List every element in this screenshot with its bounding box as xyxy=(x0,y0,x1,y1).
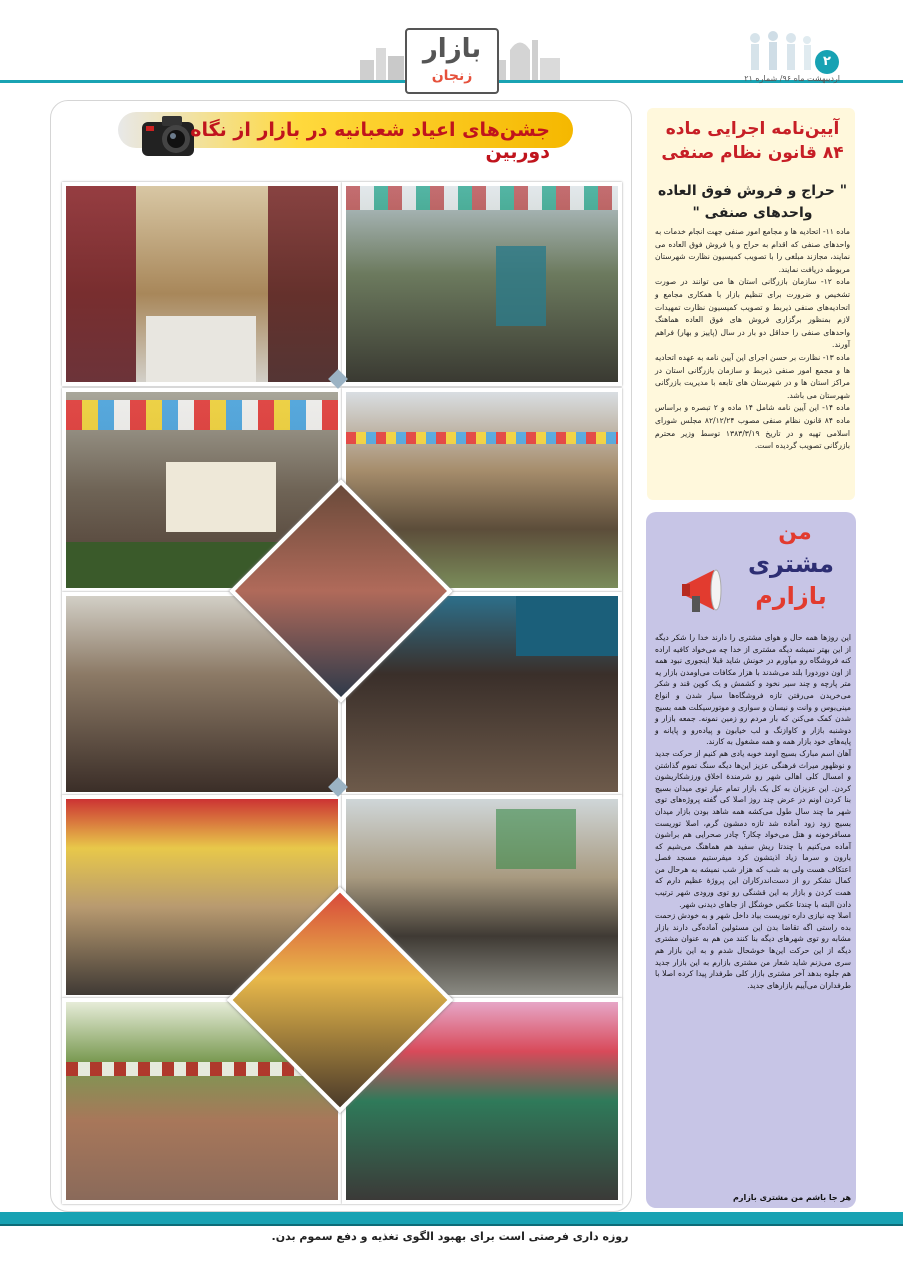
people-silhouette-graphic xyxy=(745,30,815,70)
page-number: ۲ xyxy=(815,50,839,74)
photo-mosque-gathering xyxy=(342,182,622,386)
article-body: ماده ۱۱- اتحادیه ها و مجامع امور صنفی جهت انجام خدمات به واحدهای صنفی که اقدام به حراج و یا فروش فوق العاده می نمایند، مجازند مبلغی را با تصویب کمیسیون نظارت شهرستان مربوطه دریافت نمایند. ماده ۱۲- سازمان بازرگانی استان ها می توانند در صورت تشخیص و ضرورت برای تنظیم بازار با همکاری مجامع و اتحادیه‌های صنفی ذیربط و تصویب کمیسیون نظارت تمهیدات لازم بمنظور برگزاری فروش های فوق العاده هماهنگ واحدهای صنفی را حداقل دو بار در سال (پاییز و بهار) فراهم آورند. ماده ۱۳- نظارت بر حسن اجرای این آیین نامه به عهده اتحادیه ها و مجمع امور صنفی ذیربط و سازمان بازرگانی استان در مراکز استان ها و در شهرستان های تابعه با مدیریت بازرگانی شهرستان می باشد. ماده ۱۴- این آیین نامه شامل ۱۴ ماده و ۲ تبصره و براساس ماده ۸۴ قانون نظام صنفی مصوب ۸۲/۱۲/۲۴ مجلس شورای اسلامی تهیه و در تاریخ ۱۳۸۳/۳/۱۹ توسط وزیر محترم بازرگانی تصویب گردیده است. xyxy=(655,227,851,451)
logo-word-man: من xyxy=(778,520,812,545)
article-subtitle: " حراج و فروش فوق العاده واحدهای صنفی " xyxy=(657,183,848,221)
footer-rule xyxy=(0,1224,903,1226)
photo-bazaar-corridor xyxy=(62,182,342,386)
page-header xyxy=(0,0,903,100)
customer-column-logo xyxy=(680,520,850,620)
customer-column-signature: هر جا باشم من مشتری بازارم xyxy=(732,1193,851,1202)
logo-text: بازار xyxy=(422,34,482,64)
footer-slogan: روزه داری فرصتی است برای بهبود الگوی تغذیه و دفع سموم بدن. xyxy=(271,1230,629,1243)
logo-subtitle: زنجان xyxy=(431,68,473,84)
article-title: آیین‌نامه اجرایی ماده ۸۴ قانون نظام صنفی xyxy=(661,119,844,163)
logo-word-moshtari: مشتری xyxy=(747,550,834,578)
customer-column-body: این روزها همه حال و هوای مشتری را دارند خدا را شکر دیگه از این بهتر نمیشه دیگه مشتری از خدا چه می‌خواد کافیه اراده کنه فروشگاه رو میآورم در خونش شاید قبلا اینجوری نبود همه از اون دوردورا بلند می‌شدند با هزار مکافات می‌اومدن بازار یه متر پارچه و چند سیر نخود و کشمش و یک کوپن قند و شکر می‌خریدن می‌رفتن تازه فروشگاه‌ها سیار شدن و انواع مینی‌بوس و وانت و نیسان و سواری و موتورسیکلت همه بسیج شدن کمک می‌کنن که بار مردم رو زمین نمونه. جمعه بازار و دوشنبه بازار و کاوازنگ و لب خیابون و پیاده‌رو و پایانه و پایه‌های خود بازار همه و همه مشغول به کارند. آهان اسم مبارک بسیج اومد خوبه یادی هم کنیم از حرکت جدید و نوظهور میراث فرهنگی عزیز این‌ها دیگه سنگ تموم گذاشتن و امسال کلی اهالی شهر رو شرمندهٔ اخلاق ورزشکاریشون کردن. این عزیزان به کل یک بازار تمام عیار توی میدان بسیج بنا کردن اونم در عرض چند روز اصلا کی گفته پروژه‌های توی شهر ما چند سال طول می‌کشه همه شاهد بودن بازار میدان بسیج زود زود آماده شد تازه دمشون گرم، اصلا توریست مسافرخونه و هتل می‌خواد چکار؟ چادر صحرایی هم براشون آماده می‌کنیم با چندتا ریش سفید هم هماهنگ می‌شیم که بارون و سرما زیاد اذیتشون کرد میفرستیم مسجد فصل اعتکاف هست ولی به شب که هزار شب نمیشه به هرحال من کمال تشکر رو از دست‌اندرکاران این پروژهٔ عظیم دارم که همت کردن و بازار به این قشنگی رو توی ورودی شهر ترتیب دادن البته با چندتا عکس خوشگل از جاهای دیدنی شهر. اصلا چه نیازی داره توریست بیاد داخل شهر و به خودش زحمت بده راستی اگه تقاضا بدن این مسئولین آماده‌گی دارند بازار مشابه رو توی شهرهای دیگه بنا کنند من هم به عنوان مشتری دیگه از این حرکت این‌ها خوشحال شدم و به این بازار هم سری می‌زنم شاید شعار من مشتری بازارم به این بازار جدید هم جلوه بدهد آخر مشتری بازار کلی طرفدار پیدا کرده اصلا با طرفداران می‌آییم بازارهای جدید. xyxy=(655,633,851,990)
megaphone-icon xyxy=(680,564,740,620)
gallery-title: جشن‌های اعیاد شعبانیه در بازار از نگاه دوربین xyxy=(190,119,550,163)
logo-word-bazaram: بازارم xyxy=(755,582,827,610)
issue-dateline: اردیبهشت ماه ۹۶/ شماره ۲۱ xyxy=(744,74,840,83)
bazaar-logo xyxy=(405,28,499,94)
